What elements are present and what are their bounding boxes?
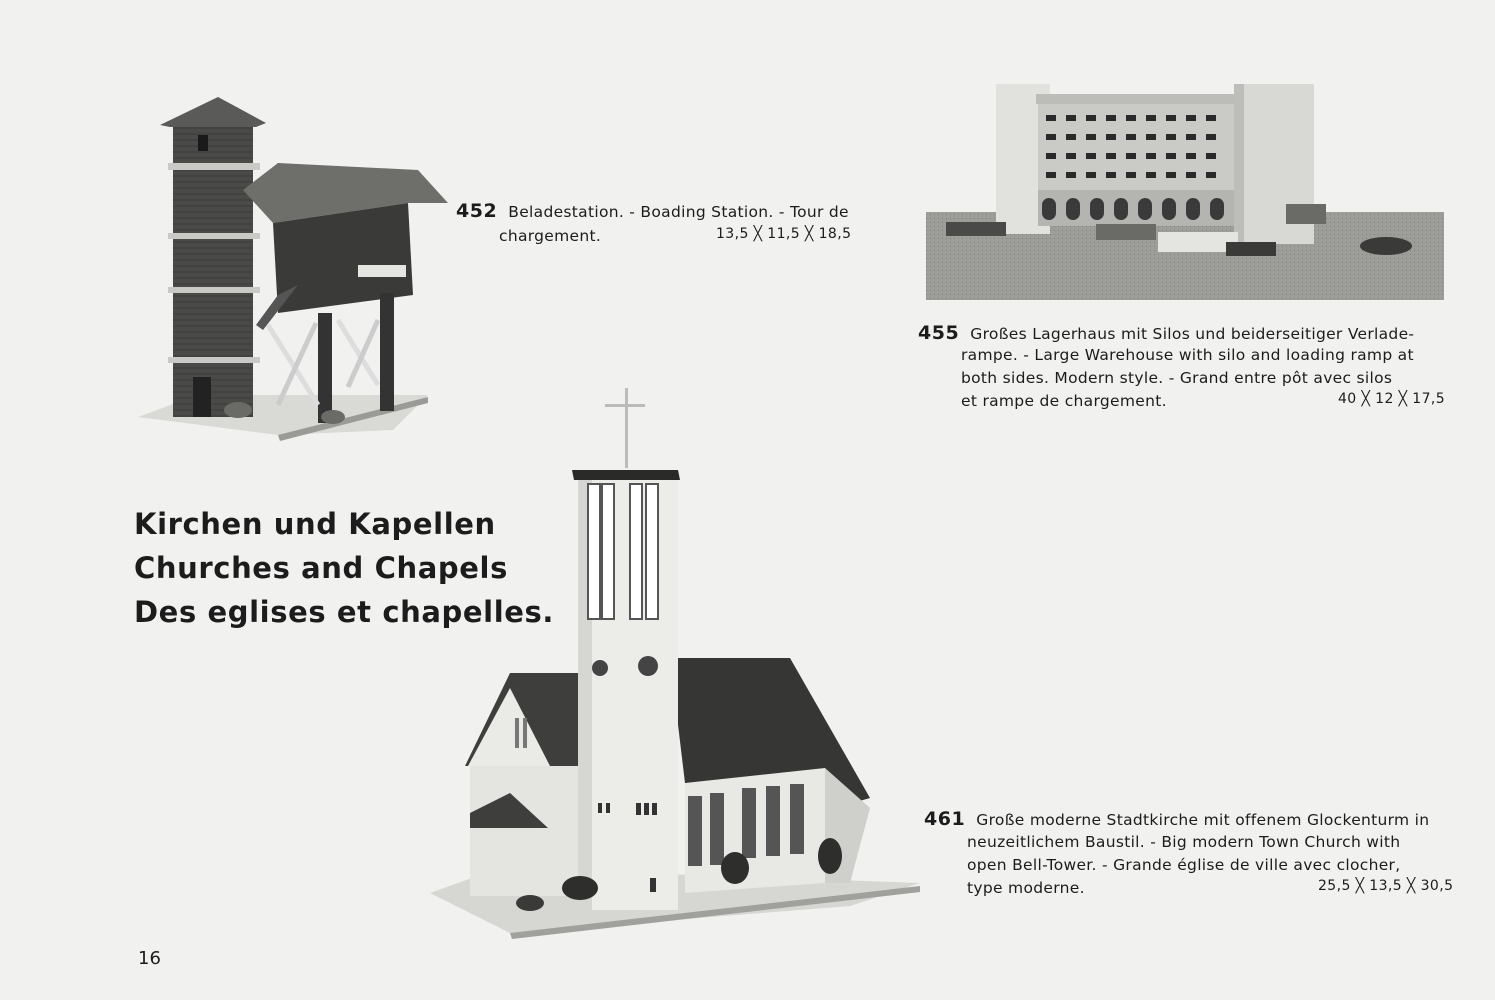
heading-line-french: Des eglises et chapelles. [134,595,554,629]
item-dimensions: 40 ╳ 12 ╳ 17,5 [1338,391,1446,407]
loading-station-photo [138,95,438,445]
heading-line-german: Kirchen und Kapellen [134,507,496,541]
item-number: 452 [456,200,498,222]
item-description-line: neuzeitlichem Baustil. - Big modern Town Church with [967,833,1401,851]
item-description-line: type moderne. [967,879,1085,897]
item-dimensions: 13,5 ╳ 11,5 ╳ 18,5 [716,226,852,242]
heading-line-english: Churches and Chapels [134,551,508,585]
item-description-line: et rampe de chargement. [961,392,1167,410]
item-description-line: open Bell-Tower. - Grande église de ville avec clocher, [967,856,1401,874]
warehouse-photo [926,82,1444,300]
item-number: 461 [924,808,966,830]
item-description-line: Großes Lagerhaus mit Silos und beiderseitiger Verlade- [970,325,1415,343]
item-number: 455 [918,322,960,344]
item-description-line: Große moderne Stadtkirche mit offenem Glockenturm in [976,811,1430,829]
item-description-line: both sides. Modern style. - Grand entre pôt avec silos [961,369,1393,387]
item-description-line: chargement. [499,227,602,245]
item-461-caption [924,808,1464,832]
item-dimensions: 25,5 ╳ 13,5 ╳ 30,5 [1318,878,1454,894]
page-number: 16 [138,948,161,969]
church-photo [430,388,925,938]
item-description-line: rampe. - Large Warehouse with silo and loading ramp at [961,346,1414,364]
item-455-caption [918,322,1458,346]
item-description-line: Beladestation. - Boading Station. - Tour de [508,203,849,221]
item-452-caption [456,200,856,224]
